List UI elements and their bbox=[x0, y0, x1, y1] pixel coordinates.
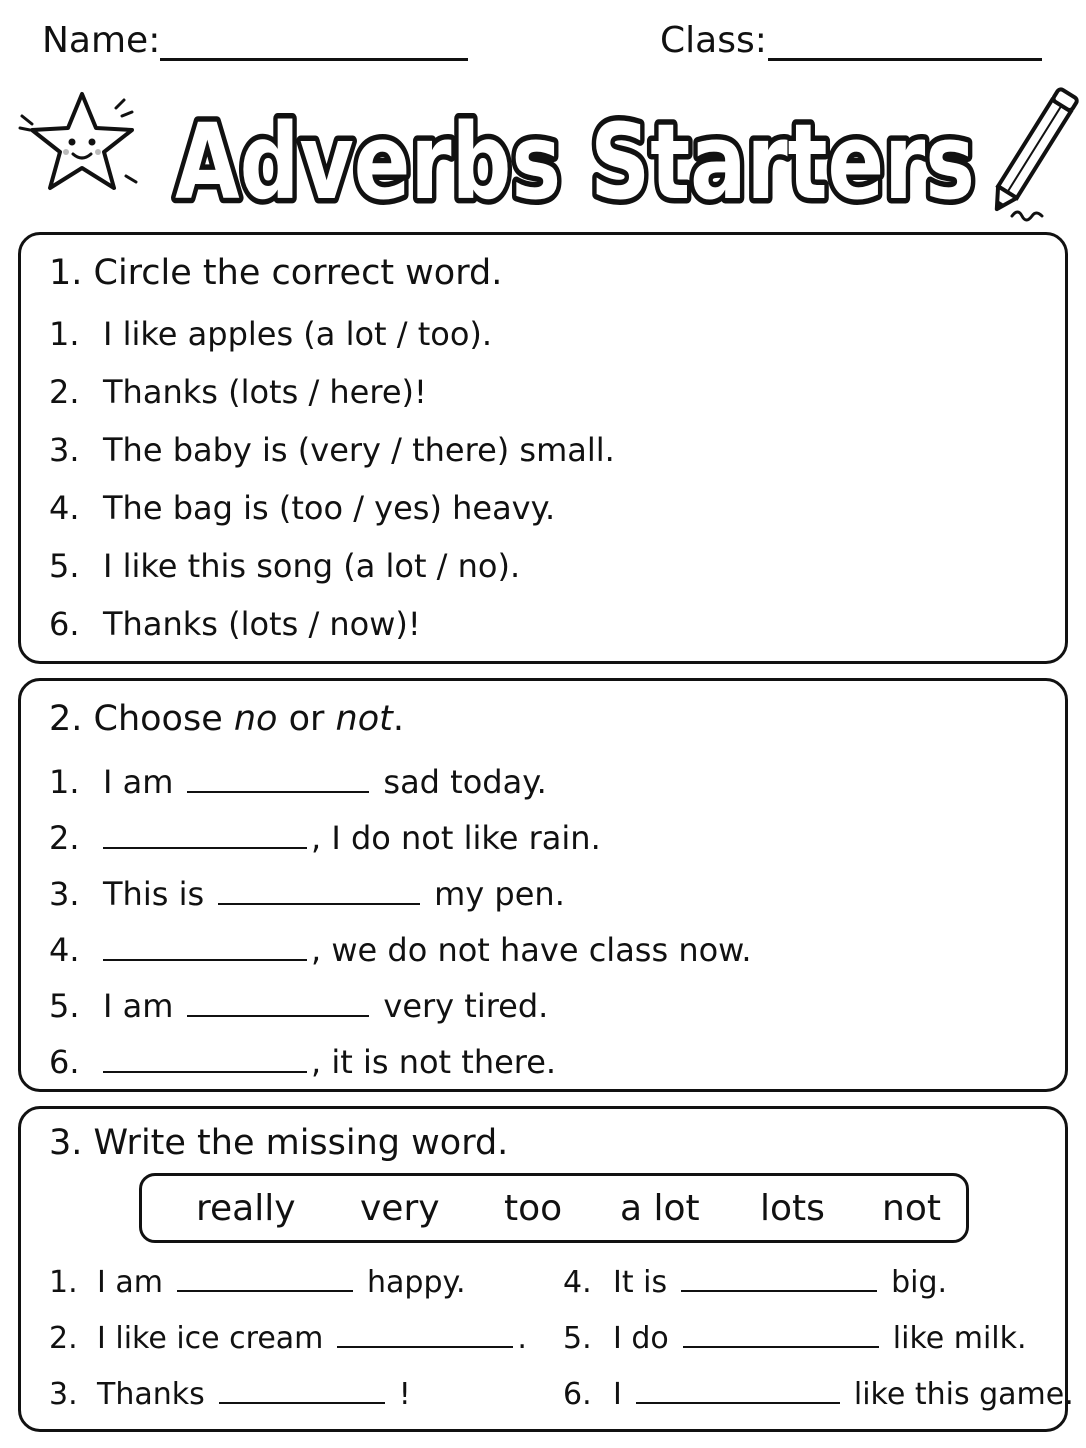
list-item bbox=[49, 931, 752, 969]
item-number: 3. bbox=[49, 875, 80, 913]
item-after: like milk. bbox=[892, 1321, 1027, 1356]
answer-blank[interactable] bbox=[103, 847, 307, 849]
item-after: ! bbox=[398, 1377, 411, 1412]
item-number: 2. bbox=[49, 373, 80, 411]
item-number: 2. bbox=[49, 819, 80, 857]
item-text[interactable]: Thanks (lots / now)! bbox=[103, 605, 421, 643]
word-bank-item: lots bbox=[760, 1188, 825, 1229]
word-bank-item: a lot bbox=[620, 1188, 700, 1229]
item-number: 6. bbox=[49, 1043, 80, 1081]
item-number: 1. bbox=[49, 315, 80, 353]
list-item bbox=[49, 875, 565, 913]
item-text[interactable]: The baby is (very / there) small. bbox=[103, 431, 615, 469]
list-item bbox=[49, 1321, 527, 1356]
answer-blank[interactable] bbox=[103, 1071, 307, 1073]
answer-blank[interactable] bbox=[681, 1290, 877, 1292]
item-text[interactable]: I like this song (a lot / no). bbox=[103, 547, 521, 585]
heading-text: 2. Choose bbox=[49, 699, 234, 739]
answer-blank[interactable] bbox=[187, 791, 369, 793]
item-after: very tired. bbox=[383, 987, 549, 1025]
item-before: I am bbox=[97, 1265, 163, 1300]
class-label: Class: bbox=[660, 20, 767, 61]
item-number: 5. bbox=[49, 987, 80, 1025]
list-item bbox=[49, 431, 615, 469]
item-before: It is bbox=[613, 1265, 668, 1300]
answer-blank[interactable] bbox=[219, 1402, 385, 1404]
list-item bbox=[49, 547, 520, 585]
answer-blank[interactable] bbox=[187, 1015, 369, 1017]
item-before: I bbox=[613, 1377, 622, 1412]
item-before: Thanks bbox=[97, 1377, 205, 1412]
item-after: my pen. bbox=[434, 875, 565, 913]
heading-text: or bbox=[277, 699, 336, 739]
name-field[interactable] bbox=[160, 58, 468, 61]
item-number: 4. bbox=[563, 1265, 592, 1300]
item-number: 4. bbox=[49, 931, 80, 969]
item-number: 2. bbox=[49, 1321, 78, 1356]
section-missing-word bbox=[18, 1106, 1074, 1432]
item-number: 5. bbox=[563, 1321, 592, 1356]
list-item bbox=[49, 489, 555, 527]
title-banner bbox=[0, 76, 1086, 226]
answer-blank[interactable] bbox=[636, 1402, 840, 1404]
list-item bbox=[49, 373, 427, 411]
list-item bbox=[563, 1265, 947, 1300]
list-item bbox=[563, 1377, 1074, 1412]
word-bank-item: too bbox=[504, 1188, 563, 1229]
heading-word-no: no bbox=[233, 699, 278, 739]
item-number: 5. bbox=[49, 547, 80, 585]
section-1-heading: 1. Circle the correct word. bbox=[49, 253, 503, 293]
word-bank bbox=[139, 1173, 969, 1243]
item-after: sad today. bbox=[383, 763, 547, 801]
star-icon bbox=[20, 94, 136, 188]
item-text[interactable]: I like apples (a lot / too). bbox=[103, 315, 493, 353]
item-before: I am bbox=[103, 987, 174, 1025]
heading-text: . bbox=[392, 699, 405, 739]
item-number: 3. bbox=[49, 431, 80, 469]
word-bank-item: very bbox=[360, 1188, 440, 1229]
list-item bbox=[49, 1043, 556, 1081]
item-before: This is bbox=[103, 875, 205, 913]
list-item bbox=[49, 987, 548, 1025]
answer-blank[interactable] bbox=[218, 903, 420, 905]
item-number: 1. bbox=[49, 1265, 78, 1300]
item-number: 3. bbox=[49, 1377, 78, 1412]
item-after: , it is not there. bbox=[311, 1043, 557, 1081]
item-text[interactable]: Thanks (lots / here)! bbox=[103, 373, 427, 411]
pencil-icon bbox=[987, 88, 1078, 215]
item-number: 6. bbox=[563, 1377, 592, 1412]
class-field[interactable] bbox=[768, 58, 1042, 61]
item-after: big. bbox=[891, 1265, 948, 1300]
answer-blank[interactable] bbox=[683, 1346, 879, 1348]
section-choose-no-not bbox=[18, 678, 1068, 1092]
section-circle-word bbox=[18, 232, 1068, 664]
item-before: I like ice cream bbox=[97, 1321, 324, 1356]
list-item bbox=[49, 315, 492, 353]
answer-blank[interactable] bbox=[103, 959, 307, 961]
list-item bbox=[49, 763, 547, 801]
page-title: Adverbs Starters bbox=[175, 101, 975, 223]
item-after: , we do not have class now. bbox=[311, 931, 752, 969]
item-before: I do bbox=[613, 1321, 669, 1356]
list-item bbox=[563, 1321, 1027, 1356]
word-bank-item: really bbox=[196, 1188, 296, 1229]
list-item bbox=[49, 819, 601, 857]
name-label: Name: bbox=[42, 20, 161, 61]
word-bank-item: not bbox=[882, 1188, 941, 1229]
section-3-heading: 3. Write the missing word. bbox=[49, 1123, 509, 1163]
item-after: happy. bbox=[367, 1265, 466, 1300]
item-text[interactable]: The bag is (too / yes) heavy. bbox=[103, 489, 556, 527]
item-after: , I do not like rain. bbox=[311, 819, 601, 857]
item-before: I am bbox=[103, 763, 174, 801]
heading-word-not: not bbox=[335, 699, 393, 739]
list-item bbox=[49, 1265, 466, 1300]
item-number: 4. bbox=[49, 489, 80, 527]
item-after: like this game. bbox=[853, 1377, 1074, 1412]
list-item bbox=[49, 605, 421, 643]
answer-blank[interactable] bbox=[177, 1290, 353, 1292]
item-number: 6. bbox=[49, 605, 80, 643]
list-item bbox=[49, 1377, 411, 1412]
section-2-heading bbox=[49, 699, 404, 739]
item-after: . bbox=[517, 1321, 527, 1356]
answer-blank[interactable] bbox=[337, 1346, 513, 1348]
item-number: 1. bbox=[49, 763, 80, 801]
